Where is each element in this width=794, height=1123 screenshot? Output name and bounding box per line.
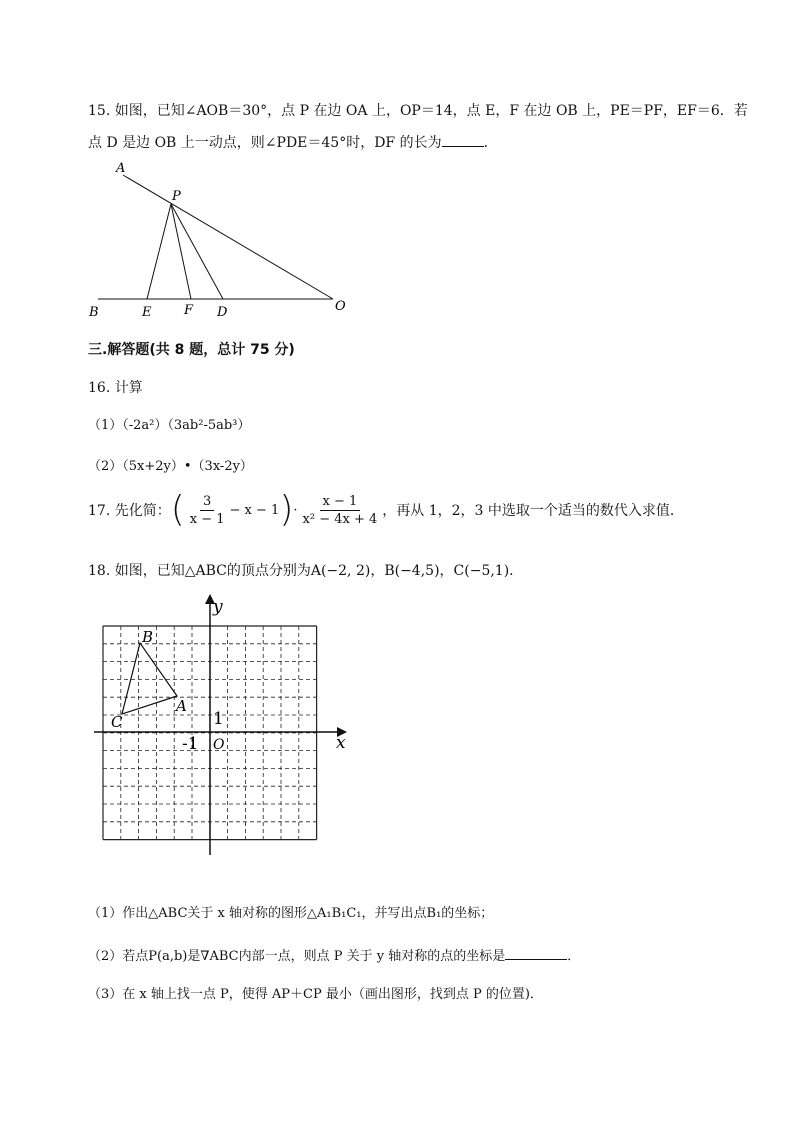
label-b: B <box>89 305 99 320</box>
x-axis-label: x <box>336 733 346 753</box>
fraction-1-denominator: x − 1 <box>189 511 225 527</box>
q17-suffix: ，再从 1，2，3 中选取一个适当的数代入求值． <box>382 503 684 519</box>
q15-text-line-2b: ． <box>483 135 498 151</box>
label-a: A <box>116 161 126 176</box>
label-e: E <box>142 305 152 320</box>
origin-label: O <box>213 737 225 753</box>
q15-text-line-2a: 点 D 是边 OB 上一动点，则∠PDE＝45°时，DF 的长为 <box>88 135 442 151</box>
q18-part-2 <box>88 945 580 964</box>
fraction-1-numerator: 3 <box>200 493 214 511</box>
q18-part-1: （1）作出△ABC关于 x 轴对称的图形△A₁B₁C₁，并写出点B₁的坐标； <box>88 906 494 921</box>
q17-prefix: 17. 先化简： <box>88 503 171 519</box>
vertex-label-c: C <box>111 713 123 731</box>
label-o: O <box>335 299 346 314</box>
y-axis-label: y <box>213 597 223 617</box>
tick-label-1: 1 <box>213 709 224 729</box>
q16-part-2: （2）（5x+2y）•（3x-2y） <box>88 459 253 474</box>
vertex-label-b: B <box>142 628 154 646</box>
label-f: F <box>184 303 194 318</box>
q18-part-2b: ． <box>567 949 581 964</box>
q18-part-2a: （2）若点P(a,b)是∇ABC内部一点，则点 P 关于 y 轴对称的点的坐标是 <box>88 949 506 964</box>
tick-label-neg-1: -1 <box>182 734 199 754</box>
q15-text-line-1: 15. 如图，已知∠AOB＝30°，点 P 在边 OA 上，OP＝14，点 E，F 在边 OB 上，PE＝PF，EF＝6．若 <box>88 103 748 119</box>
left-paren: ( <box>170 489 185 530</box>
q17-dot: · <box>293 502 298 518</box>
fraction-2-denominator: x² − 4x + 4 <box>302 511 378 527</box>
q16-title: 16. 计算 <box>88 380 143 396</box>
q17-middle-term: − x − 1 <box>229 502 280 518</box>
label-p: P <box>172 189 181 204</box>
triangle-abc <box>122 643 177 714</box>
q16-part-1: （1）（-2a²）（3ab²-5ab³） <box>88 418 251 433</box>
vertex-label-a: A <box>176 697 187 715</box>
q18-answer-blank[interactable] <box>505 945 567 960</box>
section-heading: 三.解答题(共 8 题，总计 75 分) <box>88 342 295 358</box>
q18-intro: 18. 如图，已知△ABC的顶点分别为A(−2, 2)，B(−4,5)，C(−5,1)． <box>88 563 524 579</box>
right-paren: ) <box>279 489 294 530</box>
q18-part-3: （3）在 x 轴上找一点 P，使得 AP＋CP 最小（画出图形，找到点 P 的位置)． <box>88 987 543 1002</box>
fraction-2-numerator: x − 1 <box>320 493 361 511</box>
label-d: D <box>217 305 228 320</box>
